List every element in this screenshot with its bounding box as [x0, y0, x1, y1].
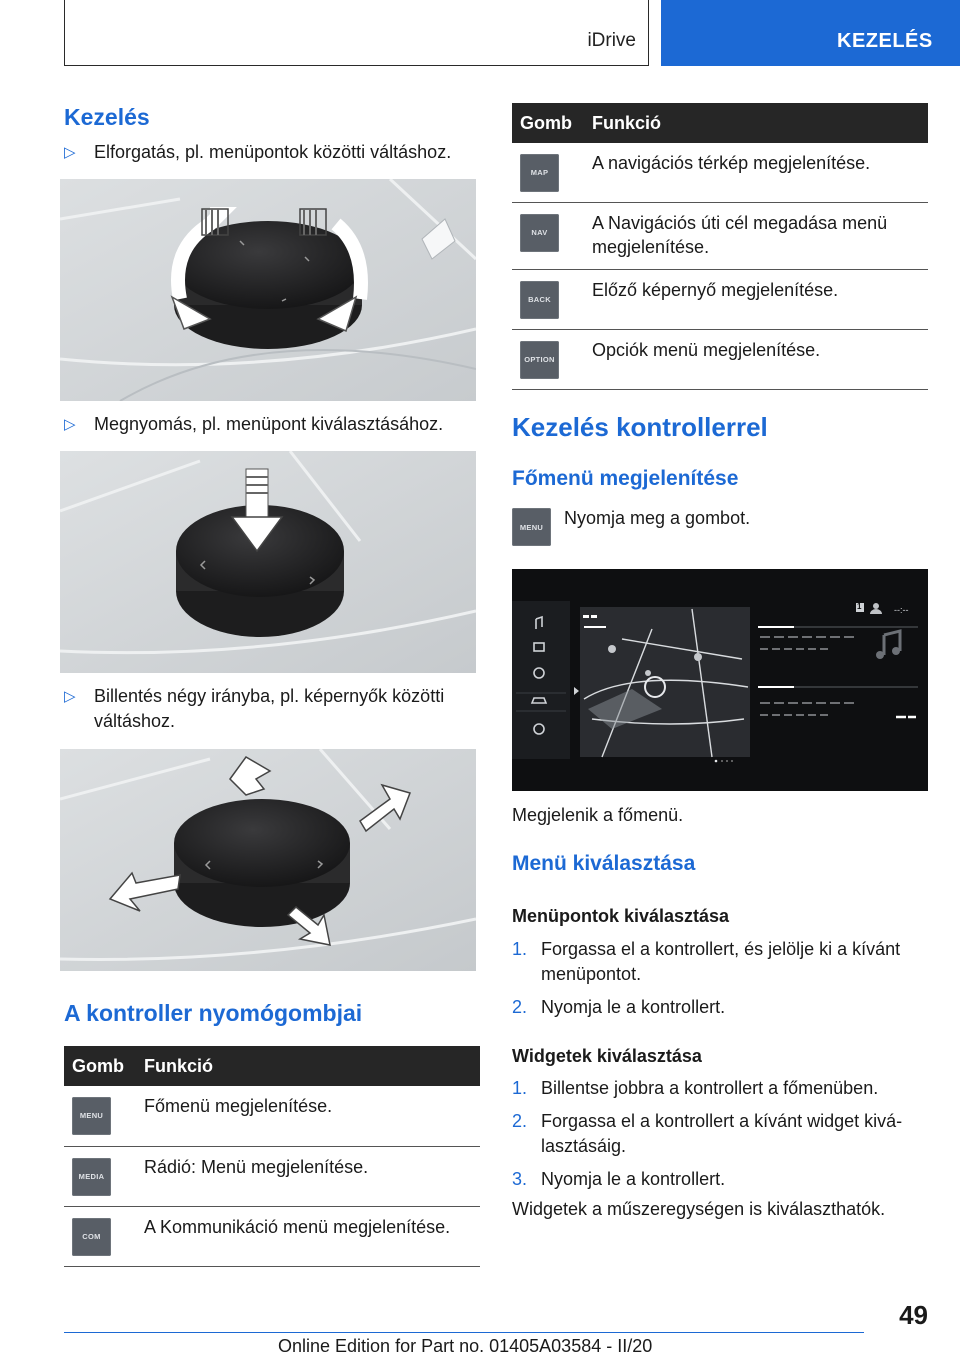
key-cell: [64, 1206, 136, 1266]
com-key-icon: COM: [72, 1218, 111, 1256]
step-press-text: Megnyomás, pl. menüpont kiválasztásához.: [94, 414, 444, 434]
step-text: Forgassa el a kontrollert, és jelölje ki a kívánt menüpontot.: [541, 939, 901, 984]
main-menu-shown-text: Megjelenik a főmenü.: [512, 805, 684, 825]
press-button-text: Nyomja meg a gombot.: [564, 508, 751, 528]
section-title-buttons: A kontroller nyomógombjai: [64, 1000, 363, 1026]
right-function-table: [512, 103, 928, 390]
step-tilt-text: Billentés négy irányba, pl. képernyők közötti váltáshoz.: [94, 686, 445, 731]
map-key-icon: MAP: [520, 154, 559, 192]
step-number: 1.: [512, 1078, 528, 1098]
controller-tilt-image: [60, 749, 476, 971]
table-row: [64, 1206, 480, 1266]
function-cell: Előző képernyő megjelenítése.: [584, 270, 928, 330]
triangle-bullet-icon: ▷: [64, 688, 76, 705]
header-section-label: iDrive: [587, 30, 636, 51]
table-row: [64, 1146, 480, 1206]
header-chapter-label: KEZELÉS: [837, 30, 933, 52]
step-press: [64, 412, 480, 437]
function-cell: Főmenü megjelenítése.: [136, 1086, 480, 1146]
list-item: [512, 995, 928, 1020]
step-number: 2.: [512, 997, 528, 1017]
function-cell: A Navigációs úti cél megadása menü megjelenítése.: [584, 203, 928, 270]
key-cell: [64, 1146, 136, 1206]
nav-key-icon: NAV: [520, 214, 559, 252]
function-cell: Opciók menü megjelenítése.: [584, 330, 928, 390]
back-key-icon: BACK: [520, 281, 559, 319]
controller-press-image: [60, 451, 476, 673]
list-item: [512, 1076, 928, 1101]
footer-edition-text: Online Edition for Part no. 01405A03584 - II/20: [278, 1336, 653, 1356]
col-header-button: Gomb: [64, 1046, 136, 1086]
left-function-table: [64, 1046, 480, 1267]
table-header-row: [512, 103, 928, 143]
screen-status-clock: --:--: [894, 605, 909, 615]
heading-widgets: Widgetek kiválasztása: [512, 1046, 702, 1066]
step-number: 3.: [512, 1169, 528, 1189]
menu-key-icon: MENU: [72, 1097, 111, 1135]
section-title-kezeles: Kezelés: [64, 104, 150, 130]
step-rotate: [64, 140, 480, 165]
header-section-box: [64, 0, 649, 66]
col-header-function: Funkció: [136, 1046, 480, 1086]
subsection-title-main-menu: Főmenü megjelenítése: [512, 467, 739, 490]
list-item: [512, 1167, 928, 1192]
section-title-controller: Kezelés kontrollerrel: [512, 412, 768, 442]
triangle-bullet-icon: ▷: [64, 144, 76, 161]
key-cell: [512, 270, 584, 330]
menu-key-icon: MENU: [512, 508, 551, 546]
heading-menu-items: Menüpontok kiválasztása: [512, 906, 730, 926]
table-row: [512, 143, 928, 203]
key-cell: [512, 203, 584, 270]
step-rotate-text: Elforgatás, pl. menüpontok közötti váltáshoz.: [94, 142, 452, 162]
step-text: Nyomja le a kontrollert.: [541, 1169, 726, 1189]
table-row: [512, 270, 928, 330]
step-text: Forgassa el a kontrollert a kívánt widget kivá-lasztásáig.: [541, 1111, 903, 1156]
step-tilt: [64, 684, 480, 734]
header-chapter-tab: [661, 0, 960, 66]
key-cell: [512, 143, 584, 203]
step-text: Billentse jobbra a kontrollert a főmenüben.: [541, 1078, 879, 1098]
col-header-button: Gomb: [512, 103, 584, 143]
function-cell: A navigációs térkép megjelenítése.: [584, 143, 928, 203]
subsection-title-select-menu: Menü kiválasztása: [512, 852, 696, 875]
triangle-bullet-icon: ▷: [64, 416, 76, 433]
media-key-icon: MEDIA: [72, 1158, 111, 1196]
widget-steps-list: [512, 1076, 928, 1192]
col-header-function: Funkció: [584, 103, 928, 143]
step-number: 1.: [512, 939, 528, 959]
list-item: [512, 1109, 928, 1159]
footer-edition: [278, 1336, 652, 1357]
menu-steps-list: [512, 937, 928, 1020]
main-menu-screenshot: [512, 569, 928, 791]
screen-notification-badge: 1: [857, 602, 862, 611]
table-header-row: [64, 1046, 480, 1086]
step-number: 2.: [512, 1111, 528, 1131]
option-key-icon: OPTION: [520, 341, 559, 379]
widgets-closing-text: Widgetek a műszeregységen is kiválaszthatók.: [512, 1199, 886, 1219]
key-cell: [64, 1086, 136, 1146]
list-item: [512, 937, 928, 987]
footer-rule: [64, 1332, 864, 1333]
key-cell: [512, 330, 584, 390]
function-cell: A Kommunikáció menü megjelenítése.: [136, 1206, 480, 1266]
controller-rotate-image: [60, 179, 476, 401]
page-number: 49: [899, 1300, 928, 1330]
table-row: [64, 1086, 480, 1146]
step-text: Nyomja le a kontrollert.: [541, 997, 726, 1017]
table-row: [512, 330, 928, 390]
function-cell: Rádió: Menü megjelenítése.: [136, 1146, 480, 1206]
table-row: [512, 203, 928, 270]
